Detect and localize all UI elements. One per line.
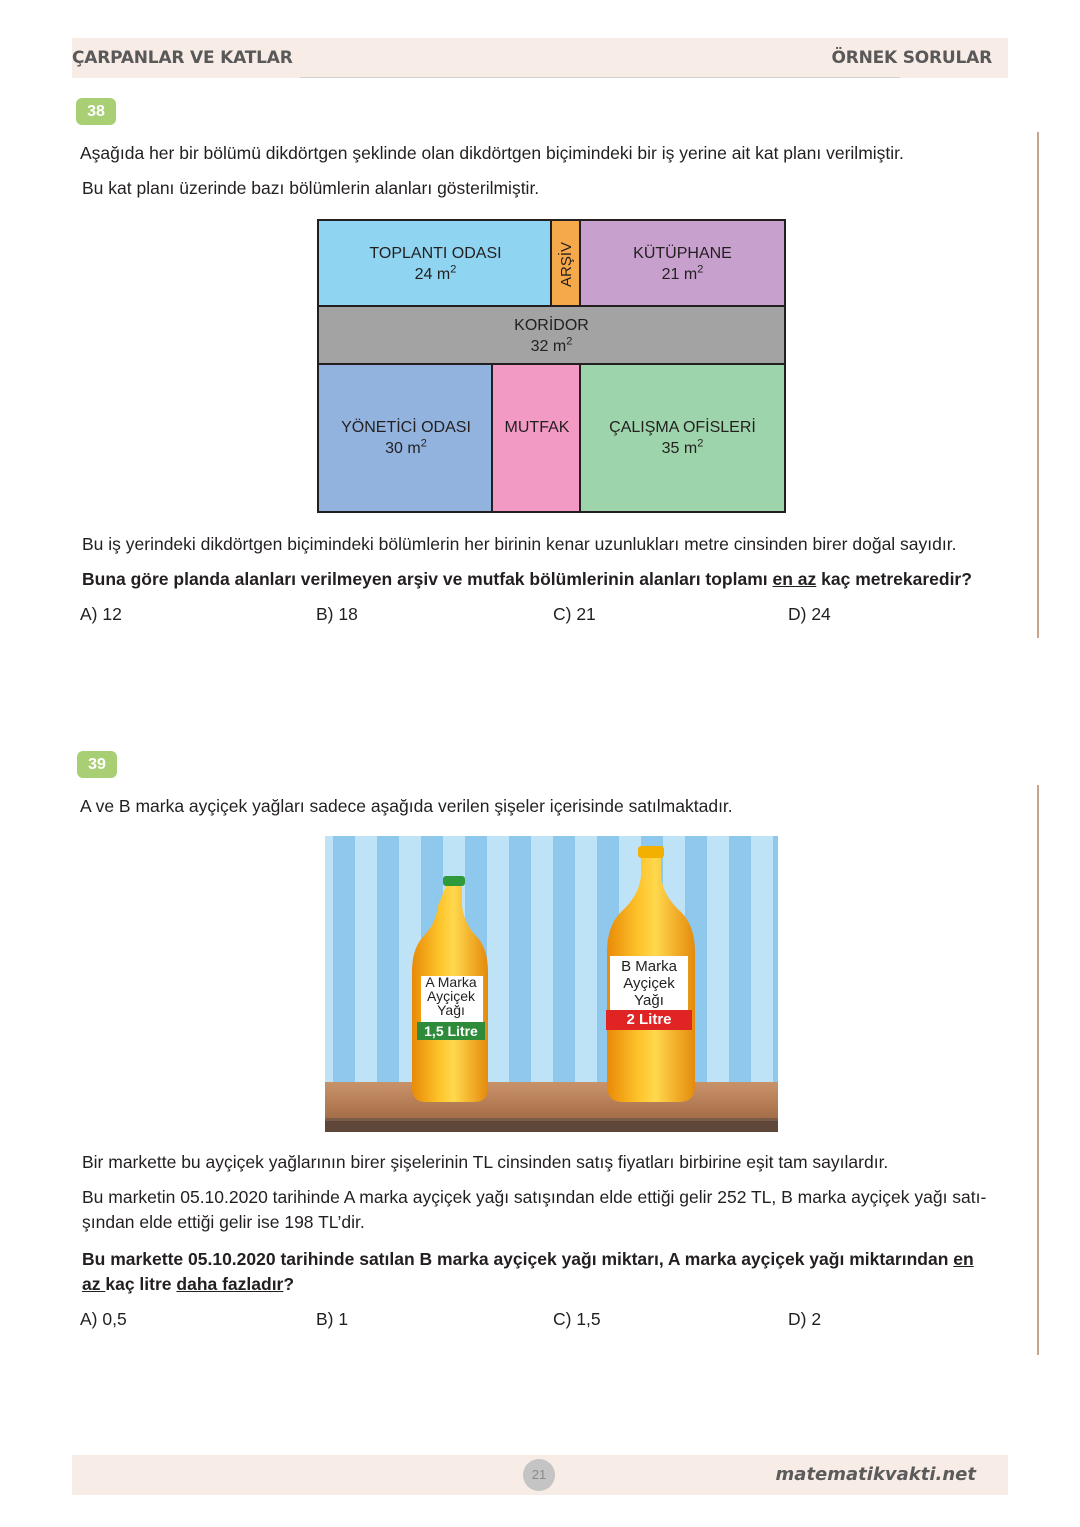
q38-question-part1: Buna göre planda alanları verilmeyen arşiv ve mutfak bölümlerinin alanları toplamı: [82, 569, 773, 589]
q39-data-line1: Bu marketin 05.10.2020 tarihinde A marka ayçiçek yağı satışından elde ettiği gelir 252 TL, B marka ayçiçek yağı satı-: [82, 1187, 987, 1207]
question-number-38: 38: [76, 98, 116, 125]
room-calisma-area: 35 m: [661, 440, 698, 457]
q39-intro: A ve B marka ayçiçek yağları sadece aşağıda verilen şişeler içerisinde satılmaktadır.: [80, 796, 733, 816]
site-name: matematikvakti.net: [775, 1464, 976, 1485]
bottle-b-label: [608, 958, 690, 1009]
oil-bottles-svg: [325, 836, 778, 1132]
q39-question-line2: [82, 1271, 294, 1297]
room-mutfak: [491, 363, 583, 513]
q38-option-b[interactable]: B) 18: [316, 604, 358, 624]
q39-condition: Bir markette bu ayçiçek yağlarının birer şişelerinin TL cinsinden satış fiyatları birbirine eşit tam sayılardır.: [82, 1152, 889, 1172]
q39-option-b[interactable]: B) 1: [316, 1309, 349, 1329]
oil-bottles-illustration: [325, 836, 778, 1132]
room-koridor-area: 32 m: [530, 338, 567, 355]
q38-question: [82, 566, 972, 592]
q38-question-part2: kaç metrekaredir?: [816, 569, 972, 589]
q38-intro: Aşağıda her bir bölümü dikdörtgen şeklinde olan dikdörtgen biçimindeki bir iş yerine ait kat planı verilmiştir.: [80, 143, 904, 163]
side-rule-39: [1037, 785, 1039, 1355]
bottle-b-volume: 2 Litre: [626, 1011, 672, 1028]
section-title: ÖRNEK SORULAR: [831, 48, 992, 68]
room-kutuphane-exp: 2: [697, 263, 704, 276]
bottle-a-line3: Yağı: [437, 1002, 465, 1018]
q38-question-underline: en az: [772, 569, 817, 589]
q38-intro-2: Bu kat planı üzerinde bazı bölümlerin alanları gösterilmiştir.: [82, 178, 540, 198]
q39-question-underline-1: en: [953, 1249, 974, 1269]
room-kutuphane-area: 21 m: [661, 266, 698, 283]
room-toplanti-area: 24 m: [414, 266, 451, 283]
question-number-39: 39: [77, 751, 117, 778]
side-rule-38: [1037, 132, 1039, 638]
floor-plan: [317, 219, 786, 513]
room-toplanti: [317, 219, 554, 309]
room-koridor-exp: 2: [566, 335, 573, 348]
room-toplanti-name: TOPLANTI ODASI: [369, 245, 502, 262]
bottle-a-line2: Ayçiçek: [427, 988, 475, 1004]
q38-option-a[interactable]: A) 12: [80, 604, 122, 624]
bottle-a-volume: 1,5 Litre: [424, 1023, 478, 1039]
q39-question-underline-3: daha fazladır: [176, 1274, 284, 1294]
room-yonetici-name: YÖNETİCİ ODASI: [341, 419, 471, 436]
header-divider: [300, 77, 900, 78]
bottle-b-line1: B Marka: [621, 958, 677, 975]
q39-option-a[interactable]: A) 0,5: [80, 1309, 127, 1329]
bottle-a-line1: A Marka: [425, 974, 477, 990]
q38-option-c[interactable]: C) 21: [553, 604, 596, 624]
q38-condition: Bu iş yerindeki dikdörtgen biçimindeki bölümlerin her birinin kenar uzunlukları metre cinsinden birer doğal sayıdır.: [82, 534, 957, 554]
room-mutfak-name: MUTFAK: [504, 419, 570, 436]
shelf: [325, 1082, 778, 1118]
q39-question-part3: ?: [283, 1274, 295, 1294]
q39-option-d[interactable]: D) 2: [788, 1309, 822, 1329]
q39-question: [82, 1246, 1022, 1272]
room-yonetici: [317, 363, 495, 513]
room-yonetici-area: 30 m: [385, 440, 421, 457]
room-calisma-name: ÇALIŞMA OFİSLERİ: [609, 419, 756, 436]
room-calisma: [579, 363, 786, 513]
room-calisma-exp: 2: [697, 437, 704, 450]
bottle-b-line2: Ayçiçek: [623, 975, 675, 992]
room-arsiv-name: ARŞİV: [558, 241, 576, 287]
room-kutuphane-name: KÜTÜPHANE: [633, 245, 732, 262]
q39-option-c[interactable]: C) 1,5: [553, 1309, 601, 1329]
room-yonetici-exp: 2: [420, 437, 427, 450]
q39-question-part2: kaç litre: [105, 1274, 177, 1294]
q39-data-line2: şından elde ettiği gelir ise 198 TL’dir.: [82, 1212, 365, 1232]
room-kutuphane: [579, 219, 786, 309]
bottle-a-label: [418, 975, 484, 1017]
page-number: 21: [523, 1459, 555, 1491]
q39-question-part1: Bu markette 05.10.2020 tarihinde satılan B marka ayçiçek yağı miktarı, A marka ayçiçek yağı miktarından: [82, 1249, 954, 1269]
chapter-title: ÇARPANLAR VE KATLAR: [72, 48, 293, 68]
room-toplanti-exp: 2: [450, 263, 457, 276]
q39-question-underline-2: az: [82, 1274, 106, 1294]
page-header: [72, 38, 1008, 78]
q38-option-d[interactable]: D) 24: [788, 604, 831, 624]
bottle-b-line3: Yağı: [634, 992, 664, 1009]
room-koridor-name: KORİDOR: [514, 317, 589, 334]
room-koridor: [317, 305, 786, 367]
